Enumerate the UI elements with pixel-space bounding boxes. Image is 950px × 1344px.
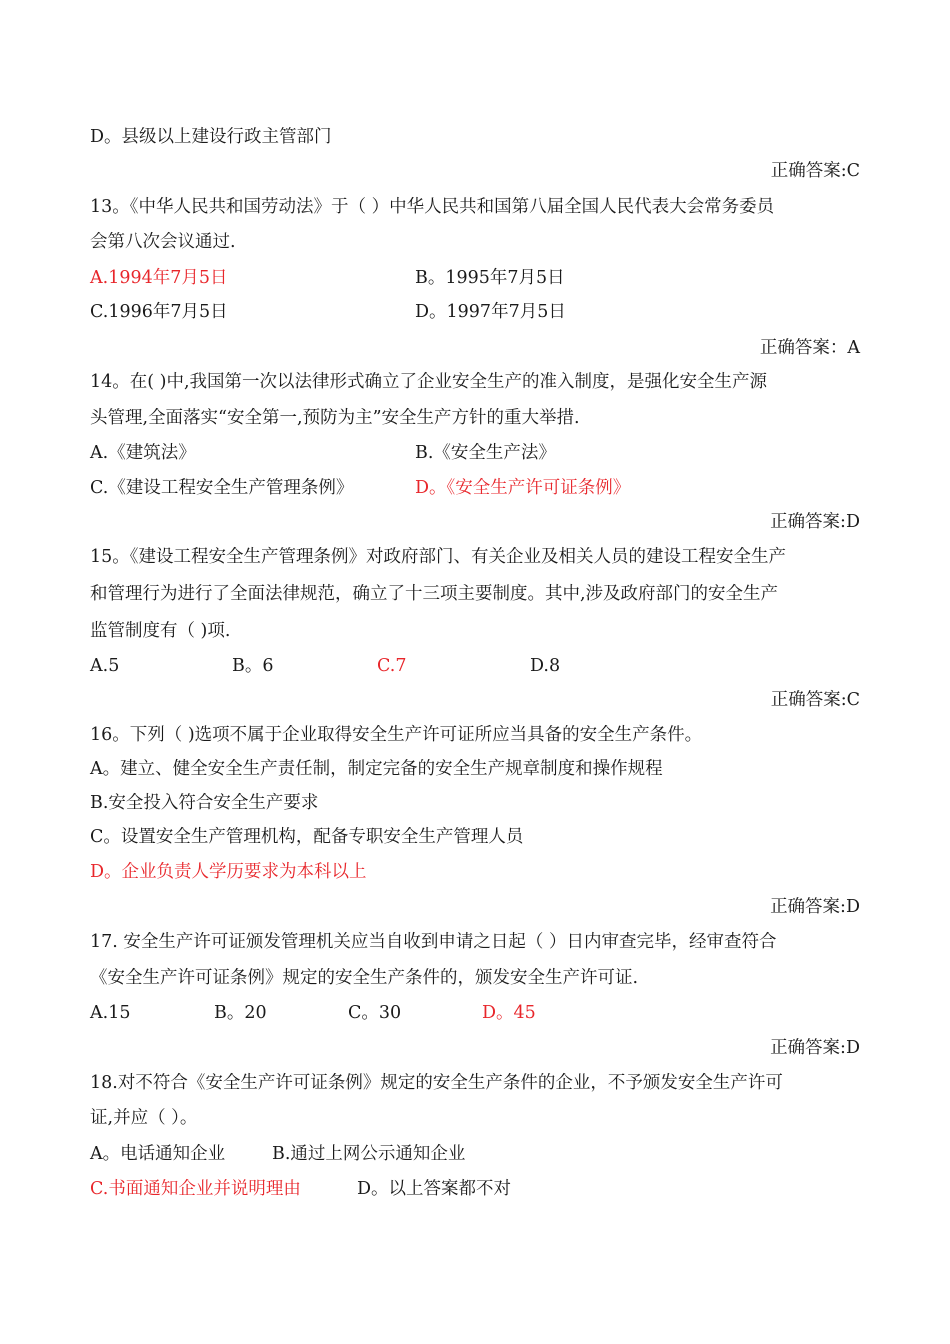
q17-option-b: B。20 — [214, 1003, 267, 1023]
q18-option-c: C.书面通知企业并说明理由 — [90, 1179, 301, 1199]
q16-stem-line1: 16。下列（ )选项不属于企业取得安全生产许可证所应当具备的安全生产条件。 — [90, 725, 703, 745]
q15-option-b: B。6 — [232, 656, 274, 676]
q16-option-c: C。设置安全生产管理机构，配备专职安全生产管理人员 — [90, 827, 524, 847]
q14-stem-line1: 14。在( )中,我国第一次以法律形式确立了企业安全生产的准入制度，是强化安全生产源 — [90, 372, 768, 392]
q17-stem-line2: 《安全生产许可证条例》规定的安全生产条件的，颁发安全生产许可证. — [90, 968, 639, 988]
q15-stem-line1: 15。《建设工程安全生产管理条例》对政府部门、有关企业及相关人员的建设工程安全生产 — [90, 547, 787, 567]
q13-option-d: D。1997年7月5日 — [415, 302, 566, 322]
q18-option-a: A。电话通知企业 — [90, 1144, 226, 1164]
q17-option-c: C。30 — [348, 1003, 402, 1023]
q15-option-c: C.7 — [377, 656, 407, 676]
q13-stem-line2: 会第八次会议通过. — [90, 232, 236, 252]
q17-answer: 正确答案:D — [770, 1038, 860, 1058]
q14-answer: 正确答案:D — [770, 512, 860, 532]
q17-option-d: D。45 — [482, 1003, 536, 1023]
q16-option-d: D。企业负责人学历要求为本科以上 — [90, 862, 367, 882]
q18-stem-line1: 18.对不符合《安全生产许可证条例》规定的安全生产条件的企业，不予颁发安全生产许可 — [90, 1073, 783, 1093]
q13-option-a: A.1994年7月5日 — [90, 268, 228, 288]
q13-answer: 正确答案：A — [759, 338, 860, 358]
q17-option-a: A.15 — [90, 1003, 131, 1023]
q14-option-a: A.《建筑法》 — [90, 443, 196, 463]
q15-stem-line3: 监管制度有（ )项. — [90, 621, 231, 641]
q16-option-a: A。建立、健全安全生产责任制，制定完备的安全生产规章制度和操作规程 — [90, 759, 663, 779]
q15-answer: 正确答案:C — [770, 690, 860, 710]
q15-stem-line2: 和管理行为进行了全面法律规范，确立了十三项主要制度。其中,涉及政府部门的安全生产 — [90, 584, 779, 604]
q14-option-c: C.《建设工程安全生产管理条例》 — [90, 478, 354, 498]
q14-stem-line2: 头管理,全面落实“安全第一,预防为主”安全生产方针的重大举措. — [90, 408, 580, 428]
q13-option-b: B。1995年7月5日 — [415, 268, 565, 288]
q12-option-d: D。县级以上建设行政主管部门 — [90, 127, 332, 147]
q13-stem-line1: 13。《中华人民共和国劳动法》于（ ）中华人民共和国第八届全国人民代表大会常务委员 — [90, 197, 775, 217]
q18-option-b: B.通过上网公示通知企业 — [272, 1144, 466, 1164]
q15-option-a: A.5 — [90, 656, 120, 676]
q18-option-d: D。以上答案都不对 — [357, 1179, 512, 1199]
q16-answer: 正确答案:D — [770, 897, 860, 917]
q17-stem-line1: 17. 安全生产许可证颁发管理机关应当自收到申请之日起（ ）日内审查完毕，经审查符合 — [90, 932, 777, 952]
q16-option-b: B.安全投入符合安全生产要求 — [90, 793, 319, 813]
q13-option-c: C.1996年7月5日 — [90, 302, 228, 322]
q12-answer: 正确答案:C — [770, 161, 860, 181]
q18-stem-line2: 证,并应（ ）。 — [90, 1108, 198, 1128]
q14-option-b: B.《安全生产法》 — [415, 443, 556, 463]
q14-option-d: D。《安全生产许可证条例》 — [415, 478, 631, 498]
q15-option-d: D.8 — [530, 656, 561, 676]
